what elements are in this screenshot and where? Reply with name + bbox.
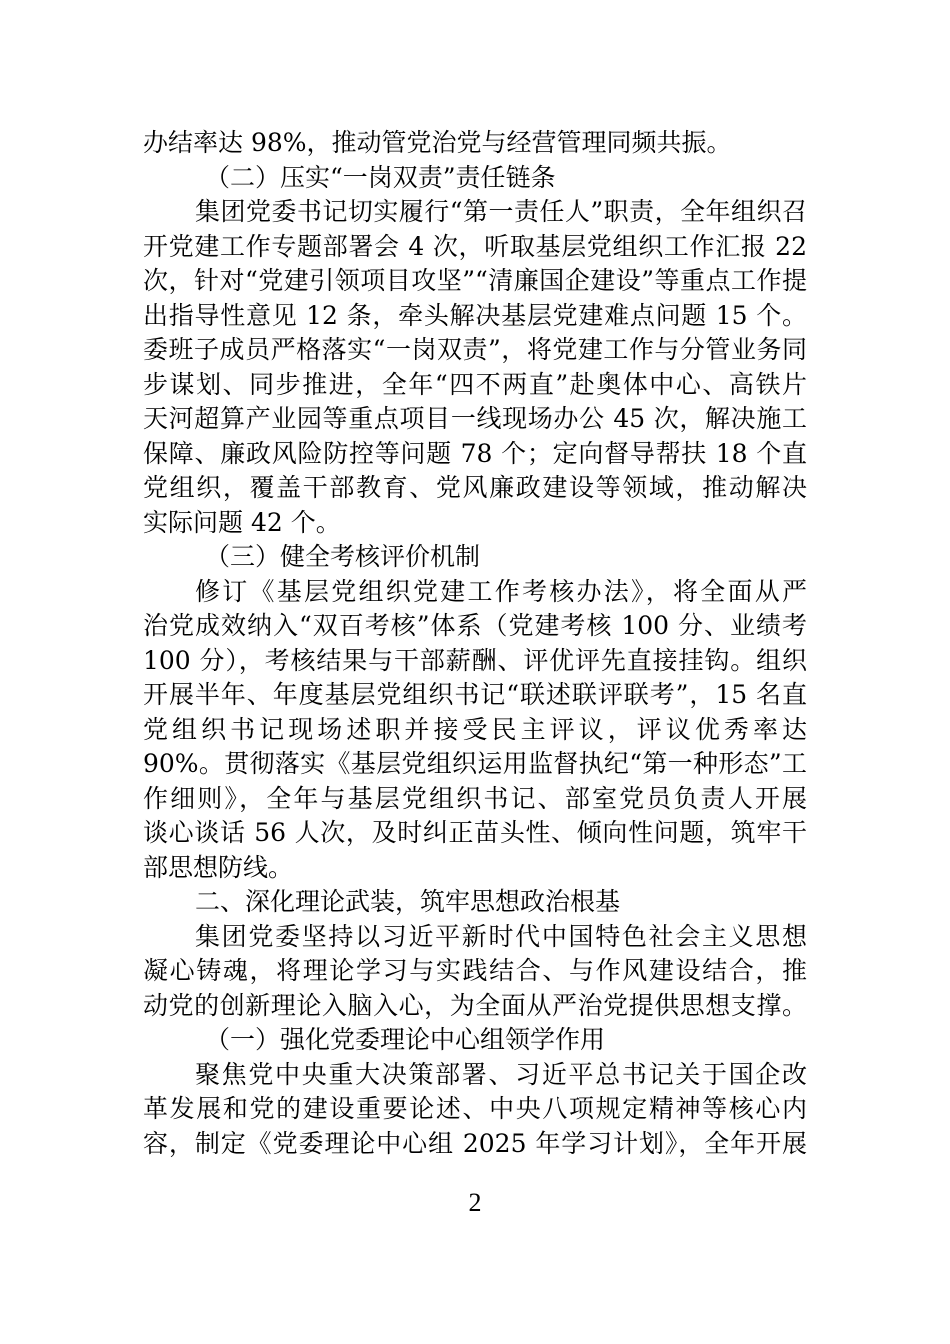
text-line: 天河超算产业园等重点项目一线现场办公 45 次，解决施工 xyxy=(143,404,807,433)
subsection-heading: （一）强化党委理论中心组领学作用 xyxy=(205,1025,606,1054)
text-line: 开党建工作专题部署会 4 次，听取基层党组织工作汇报 22 xyxy=(143,231,807,261)
text-line: 谈心谈话 56 人次，及时纠正苗头性、倾向性问题，筑牢干 xyxy=(143,818,807,847)
text-line: 保障、廉政风险防控等问题 78 个；定向督导帮扶 18 个直 xyxy=(143,438,807,468)
text-line: 步谋划、同步推进，全年“四不两直”赴奥体中心、高铁片 xyxy=(143,369,807,399)
text-line: 革发展和党的建设重要论述、中央八项规定精神等核心内 xyxy=(143,1094,807,1123)
text-line: 党组织，覆盖干部教育、党风廉政建设等领域，推动解决 xyxy=(143,473,807,502)
text-line: 出指导性意见 12 条，牵头解决基层党建难点问题 15 个。 xyxy=(143,300,807,330)
text-line: 90%。贯彻落实《基层党组织运用监督执纪“第一种形态”工 xyxy=(143,749,807,778)
text-line: 集团党委坚持以习近平新时代中国特色社会主义思想 xyxy=(195,921,807,951)
text-line: 党组织书记现场述职并接受民主评议，评议优秀率达 xyxy=(143,714,807,744)
text-line: 部思想防线。 xyxy=(143,852,294,882)
text-line: 办结率达 98%，推动管党治党与经营管理同频共振。 xyxy=(143,128,732,157)
text-line: 作细则》，全年与基层党组织书记、部室党员负责人开展 xyxy=(143,783,807,813)
text-line: 凝心铸魂，将理论学习与实践结合、与作风建设结合，推 xyxy=(143,956,807,985)
text-line: 实际问题 42 个。 xyxy=(143,507,341,537)
text-line: 修订《基层党组织党建工作考核办法》，将全面从严 xyxy=(195,576,807,606)
text-line: 100 分），考核结果与干部薪酬、评优评先直接挂钩。组织 xyxy=(143,645,807,675)
page-number: 2 xyxy=(468,1188,482,1217)
text-line: 次，针对“党建引领项目攻坚”“清廉国企建设”等重点工作提 xyxy=(143,266,807,295)
document-body xyxy=(143,126,807,1161)
text-line: 聚焦党中央重大决策部署、习近平总书记关于国企改 xyxy=(195,1059,807,1089)
subsection-heading: （二）压实“一岗双责”责任链条 xyxy=(205,162,556,192)
subsection-heading: （三）健全考核评价机制 xyxy=(205,542,481,571)
text-line: 委班子成员严格落实“一岗双责”，将党建工作与分管业务同 xyxy=(143,335,807,364)
text-line: 动党的创新理论入脑入心，为全面从严治党提供思想支撑。 xyxy=(143,990,807,1020)
text-line: 集团党委书记切实履行“第一责任人”职责，全年组织召 xyxy=(195,197,807,226)
text-line: 开展半年、年度基层党组织书记“联述联评联考”，15 名直 xyxy=(143,680,807,709)
text-line: 容，制定《党委理论中心组 2025 年学习计划》，全年开展 xyxy=(143,1128,807,1158)
text-line: 治党成效纳入“双百考核”体系（党建考核 100 分、业绩考 xyxy=(143,611,807,640)
section-heading: 二、深化理论武装，筑牢思想政治根基 xyxy=(195,887,621,916)
